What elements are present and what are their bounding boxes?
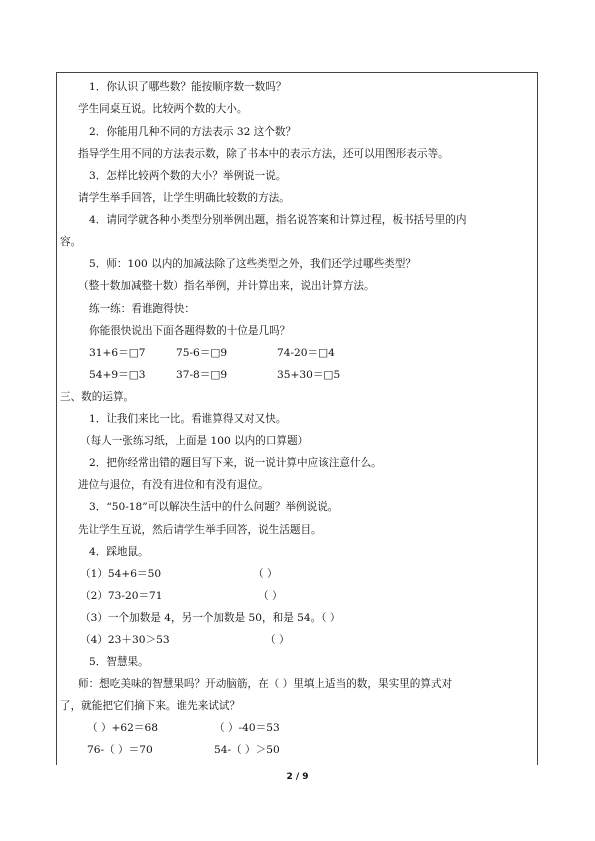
calc-item: 31+6＝□7 xyxy=(89,347,146,359)
page-number: 2 / 9 xyxy=(286,772,309,782)
fill-item[interactable]: 54-（ ）＞50 xyxy=(214,744,280,756)
practice-question: 你能很快说出下面各题得数的十位是几吗？ xyxy=(89,325,291,337)
calc-row-1 xyxy=(89,346,529,360)
judge-bracket-1[interactable]: （ ） xyxy=(253,568,278,580)
calc-item: 74-20＝□4 xyxy=(277,347,335,359)
section-3-heading: 三、数的运算。 xyxy=(60,391,135,403)
question-2: 2．你能用几种不同的方法表示 32 这个数？ xyxy=(89,126,297,138)
item-3: 3．“50-18”可以解决生活中的什么问题？举例说说。 xyxy=(89,501,339,513)
calc-row-2 xyxy=(89,368,529,382)
question-3: 3．怎样比较两个数的大小？举例说一说。 xyxy=(89,170,287,182)
item-5: 5．智慧果。 xyxy=(89,656,149,668)
question-4: 4．请同学就各种小类型分别举例出题，指名说答案和计算过程，板书括号里的内 xyxy=(89,214,467,226)
judge-4: （4）23＋30＞53 xyxy=(80,634,170,646)
judge-3: （3）一个加数是 4，另一个加数是 50，和是 54。（ ） xyxy=(80,612,341,624)
item-3-answer: 先让学生互说，然后请学生举手回答，说生活题目。 xyxy=(78,524,322,536)
judge-bracket-4[interactable]: （ ） xyxy=(265,634,290,646)
practice-title: 练一练：看谁跑得快： xyxy=(89,303,195,315)
item-5-text: 师：想吃美味的智慧果吗？开动脑筋，在（ ）里填上适当的数，果实里的算式对 xyxy=(78,678,453,690)
calc-item: 37-8＝□9 xyxy=(176,369,228,381)
fill-row-2 xyxy=(87,743,527,757)
item-1: 1．让我们来比一比。看谁算得又对又快。 xyxy=(89,413,287,425)
answer-5: （整十数加减整十数）指名举例，并计算出来，说出计算方法。 xyxy=(78,280,375,292)
answer-2: 指导学生用不同的方法表示数，除了书本中的表示方法，还可以用图形表示等。 xyxy=(78,148,449,160)
calc-item: 35+30＝□5 xyxy=(277,369,341,381)
fill-item[interactable]: （ ）-40＝53 xyxy=(214,722,280,734)
question-4-cont: 容。 xyxy=(60,236,82,248)
question-1: 1．你认识了哪些数？能按顺序数一数吗？ xyxy=(89,81,287,93)
answer-1: 学生同桌互说。比较两个数的大小。 xyxy=(78,103,248,115)
item-2-answer: 进位与退位，有没有进位和有没有退位。 xyxy=(78,479,269,491)
item-4: 4．踩地鼠。 xyxy=(89,546,149,558)
judge-2: （2）73-20＝71 xyxy=(80,590,163,602)
answer-3: 请学生举手回答，让学生明确比较数的方法。 xyxy=(78,192,290,204)
fill-row-1 xyxy=(87,721,527,735)
question-5: 5．师：100 以内的加减法除了这些类型之外，我们还学过哪些类型？ xyxy=(89,258,416,270)
calc-item: 54+9＝□3 xyxy=(89,369,146,381)
fill-item[interactable]: 76-（ ）＝70 xyxy=(87,744,153,756)
item-5-text-cont: 了，就能把它们摘下来。谁先来试试？ xyxy=(60,700,241,712)
judge-1: （1）54+6＝50 xyxy=(80,568,162,580)
item-2: 2．把你经常出错的题目写下来，说一说计算中应该注意什么。 xyxy=(89,457,382,469)
item-1-note: （每人一张练习纸，上面是 100 以内的口算题） xyxy=(80,435,309,447)
calc-item: 75-6＝□9 xyxy=(176,347,228,359)
judge-bracket-2[interactable]: （ ） xyxy=(258,590,283,602)
fill-item[interactable]: （ ）+62＝68 xyxy=(87,722,158,734)
